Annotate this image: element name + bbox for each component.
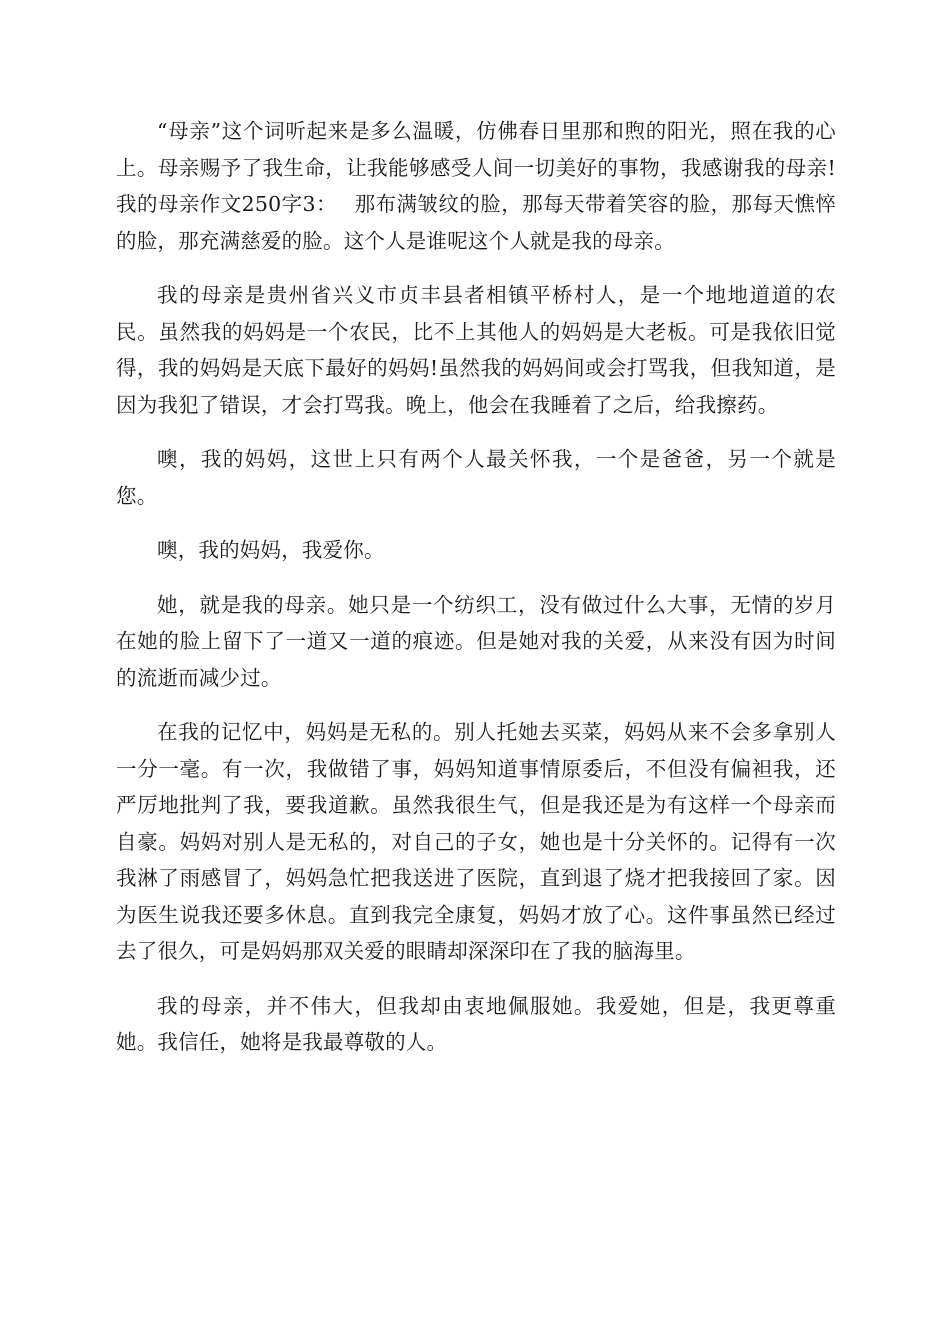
paragraph-1: “母亲”这个词听起来是多么温暖，仿佛春日里那和煦的阳光，照在我的心上。母亲赐予了我生命，让我能够感受人间一切美好的事物，我感谢我的母亲!我的母亲作文250字3： 那布满皱纹的脸，那每天带着笑容的脸，那每天憔悴的脸，那充满慈爱的脸。这个人是谁呢这个人就是我的母亲。 <box>116 119 836 253</box>
paragraph-3: 噢，我的妈妈，这世上只有两个人最关怀我，一个是爸爸，另一个就是您。 <box>116 447 836 508</box>
paragraph-2: 我的母亲是贵州省兴义市贞丰县者相镇平桥村人，是一个地地道道的农民。虽然我的妈妈是一个农民，比不上其他人的妈妈是大老板。可是我依旧觉得，我的妈妈是天底下最好的妈妈!虽然我的妈妈间或会打骂我，但我知道，是因为我犯了错误，才会打骂我。晚上，他会在我睡着了之后，给我擦药。 <box>116 283 836 417</box>
paragraph-5: 她，就是我的母亲。她只是一个纺织工，没有做过什么大事，无情的岁月在她的脸上留下了一道又一道的痕迹。但是她对我的关爱，从来没有因为时间的流逝而减少过。 <box>116 592 836 690</box>
document-body <box>116 113 836 1079</box>
paragraph-7: 我的母亲，并不伟大，但我却由衷地佩服她。我爱她，但是，我更尊重她。我信任，她将是我最尊敬的人。 <box>116 993 836 1054</box>
paragraph-4: 噢，我的妈妈，我爱你。 <box>157 538 385 562</box>
paragraph-6: 在我的记忆中，妈妈是无私的。别人托她去买菜，妈妈从来不会多拿别人一分一毫。有一次，我做错了事，妈妈知道事情原委后，不但没有偏袒我，还严厉地批判了我，要我道歉。虽然我很生气，但是我还是为有这样一个母亲而自豪。妈妈对别人是无私的，对自己的子女，她也是十分关怀的。记得有一次我淋了雨感冒了，妈妈急忙把我送进了医院，直到退了烧才把我接回了家。因为医生说我还要多休息。直到我完全康复，妈妈才放了心。这件事虽然已经过去了很久，可是妈妈那双关爱的眼睛却深深印在了我的脑海里。 <box>116 720 836 963</box>
